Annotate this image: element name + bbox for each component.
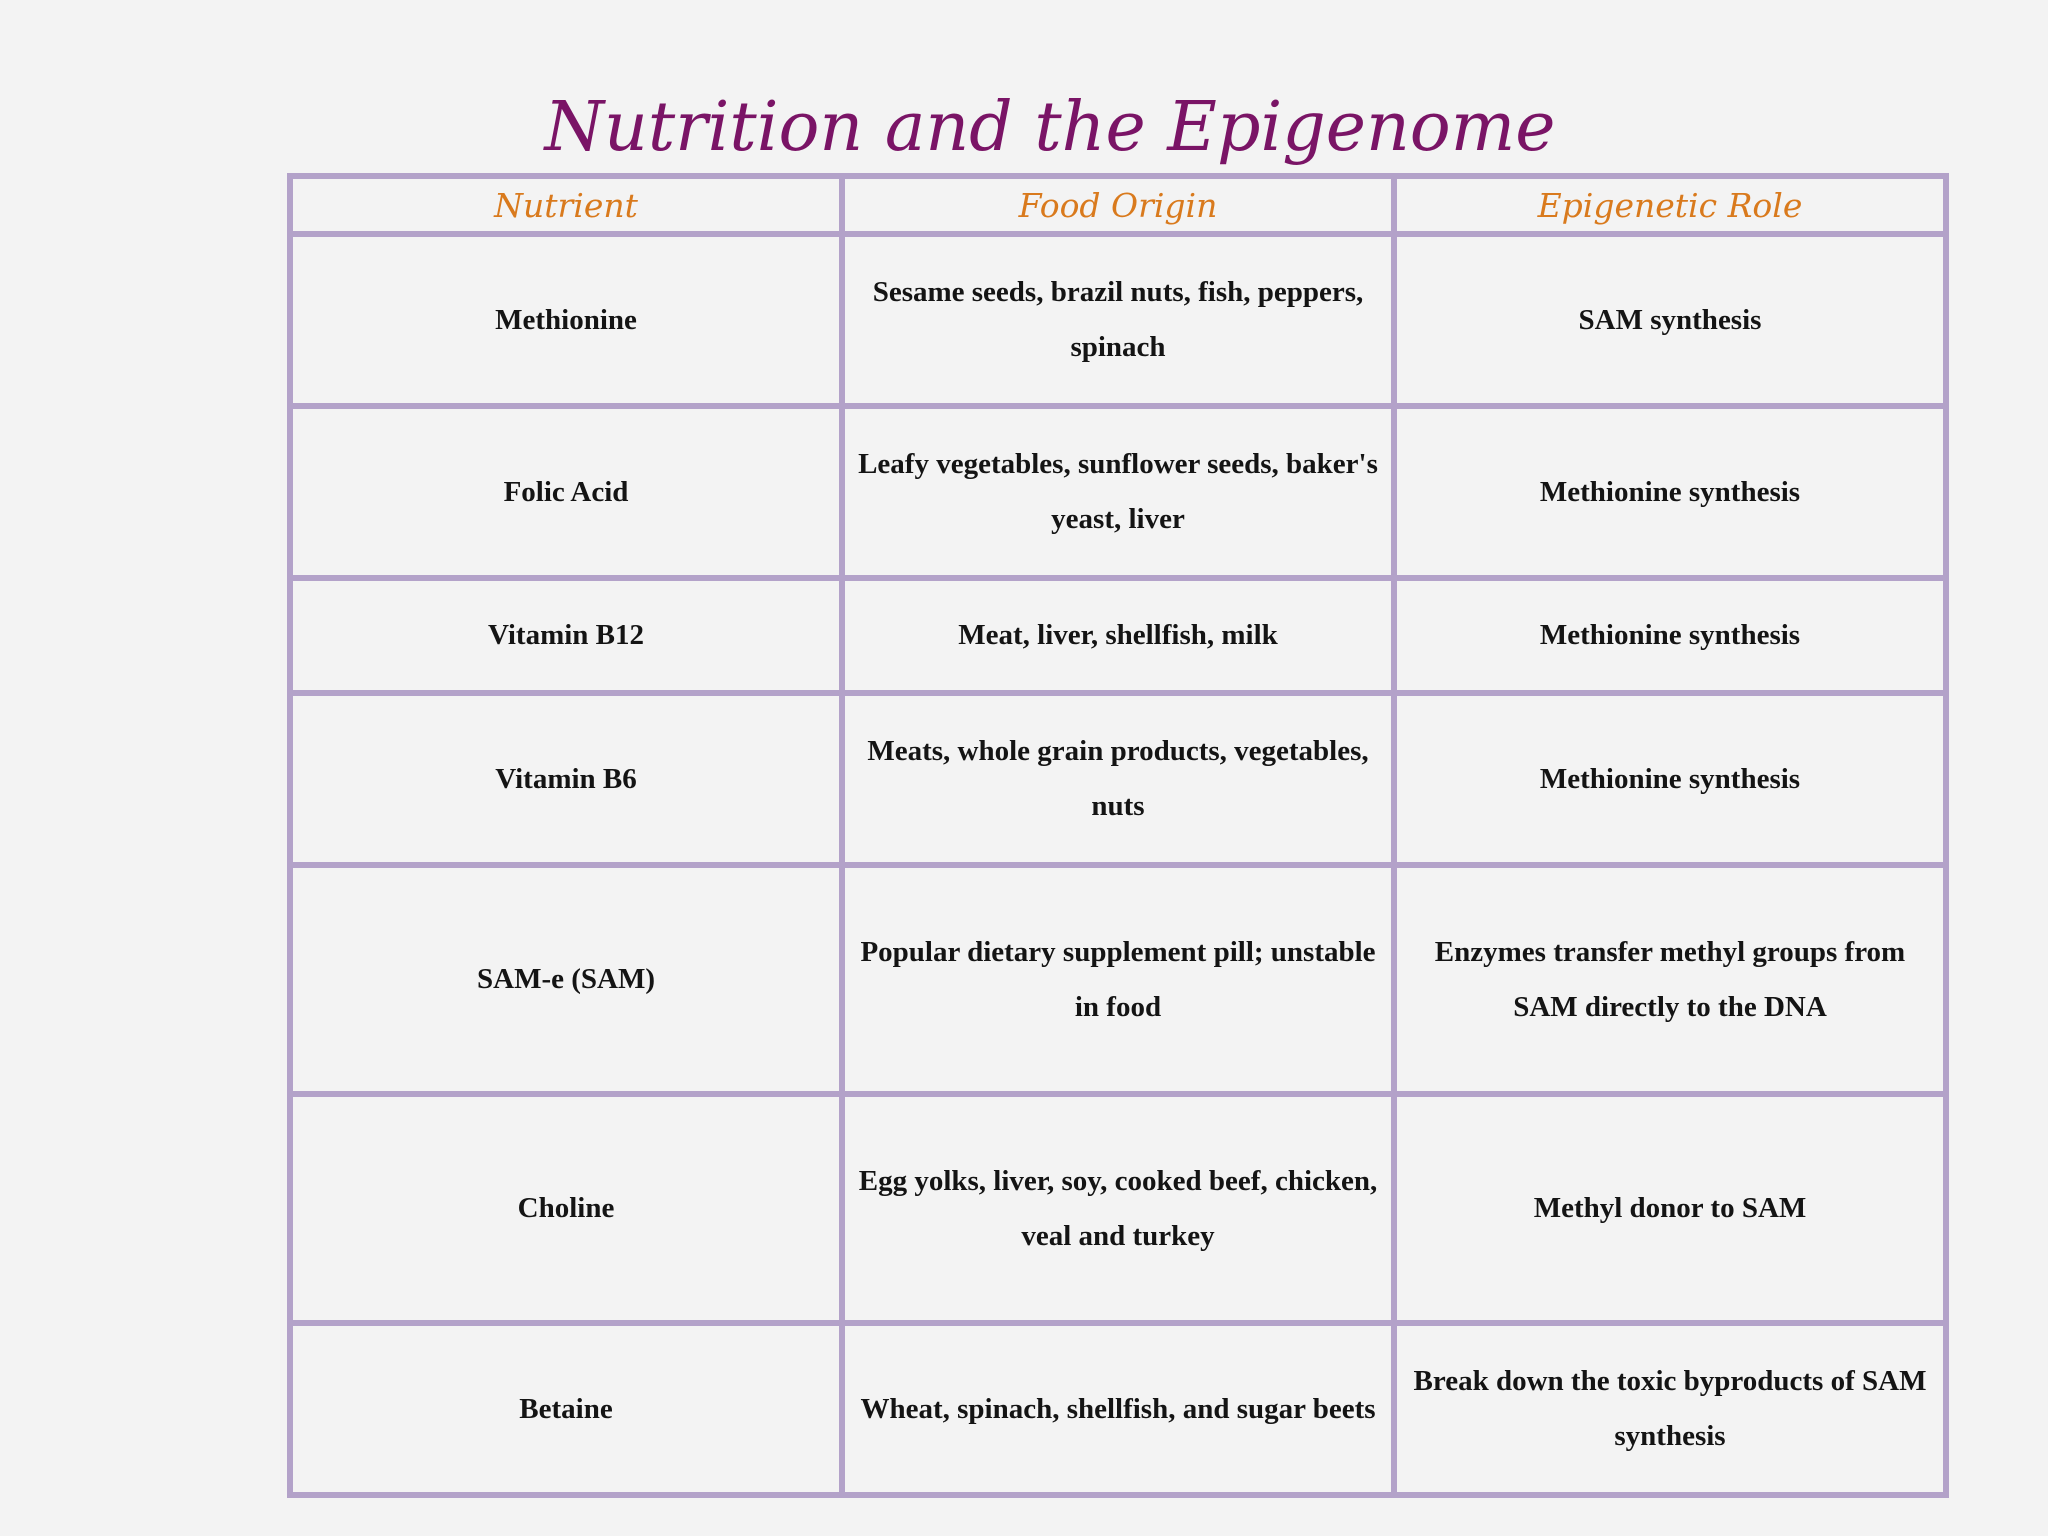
cell-food-origin: Sesame seeds, brazil nuts, fish, peppers, spinach: [842, 234, 1394, 406]
cell-nutrient: Vitamin B6: [290, 693, 842, 865]
cell-food-origin: Meats, whole grain products, vegetables, nuts: [842, 693, 1394, 865]
cell-food-origin: Wheat, spinach, shellfish, and sugar beets: [842, 1323, 1394, 1495]
cell-nutrient: SAM-e (SAM): [290, 865, 842, 1094]
cell-food-origin: Egg yolks, liver, soy, cooked beef, chicken, veal and turkey: [842, 1094, 1394, 1323]
cell-nutrient: Methionine: [290, 234, 842, 406]
table-row: [290, 693, 1946, 865]
header-nutrient: Nutrient: [290, 176, 842, 234]
table-row: [290, 1323, 1946, 1495]
table-row: [290, 1094, 1946, 1323]
header-food-origin: Food Origin: [842, 176, 1394, 234]
cell-epigenetic-role: Methionine synthesis: [1394, 406, 1946, 578]
table-row: [290, 406, 1946, 578]
cell-nutrient: Vitamin B12: [290, 578, 842, 693]
cell-food-origin: Meat, liver, shellfish, milk: [842, 578, 1394, 693]
cell-nutrient: Choline: [290, 1094, 842, 1323]
cell-epigenetic-role: Methionine synthesis: [1394, 693, 1946, 865]
nutrition-table: [287, 173, 1949, 1498]
cell-epigenetic-role: SAM synthesis: [1394, 234, 1946, 406]
cell-epigenetic-role: Enzymes transfer methyl groups from SAM directly to the DNA: [1394, 865, 1946, 1094]
cell-epigenetic-role: Methyl donor to SAM: [1394, 1094, 1946, 1323]
table-header-row: [290, 176, 1946, 234]
cell-epigenetic-role: Break down the toxic byproducts of SAM synthesis: [1394, 1323, 1946, 1495]
cell-food-origin: Leafy vegetables, sunflower seeds, baker's yeast, liver: [842, 406, 1394, 578]
header-epigenetic-role: Epigenetic Role: [1394, 176, 1946, 234]
cell-epigenetic-role: Methionine synthesis: [1394, 578, 1946, 693]
page-title: Nutrition and the Epigenome: [544, 88, 1556, 167]
table-row: [290, 865, 1946, 1094]
cell-food-origin: Popular dietary supplement pill; unstable in food: [842, 865, 1394, 1094]
table-row: [290, 234, 1946, 406]
cell-nutrient: Betaine: [290, 1323, 842, 1495]
cell-nutrient: Folic Acid: [290, 406, 842, 578]
table-row: [290, 578, 1946, 693]
